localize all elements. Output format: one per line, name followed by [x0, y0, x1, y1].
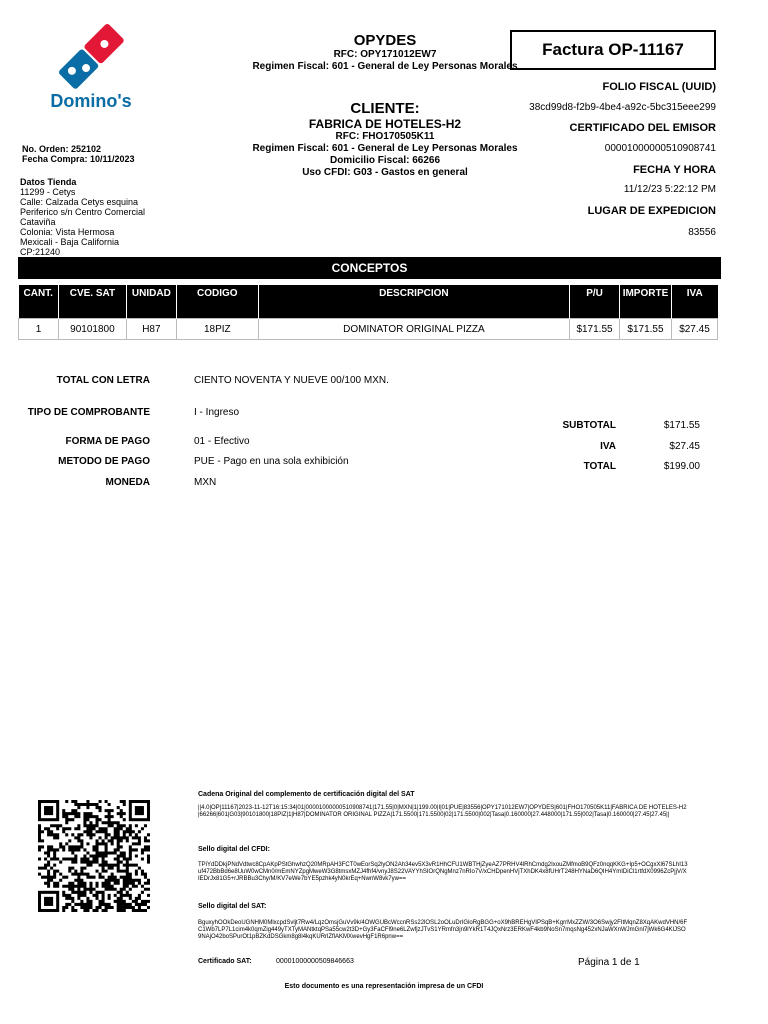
cell-cant: 1 — [19, 319, 59, 340]
order-date: Fecha Compra: 10/11/2023 — [22, 154, 135, 164]
subtotal-label: SUBTOTAL — [562, 420, 616, 431]
company-name: OPYDES — [353, 32, 417, 49]
client-domicilio: Domicilio Fiscal: 66266 — [329, 155, 441, 166]
moneda-label: MONEDA — [105, 477, 150, 488]
col-header: IMPORTE — [620, 285, 672, 319]
fecha-label: FECHA Y HORA — [633, 164, 716, 176]
cell-descripcion: DOMINATOR ORIGINAL PIZZA — [258, 319, 569, 340]
sello-cfdi-value: TPiYdDDkjPNdVdtwc8CpAKpPStGhwhzQ20MRpAH3FCT0wEorSq2lyON2Ah34ev5X3vR1HhCFU1WBTHjZyeAZ7PRHV4lRhCmdg2IxouZMfmoB9QFz0nqqKKG+Ip5+OCgxXl67SLhI13uf472BbBd6e8UuW0wCMn0/mEmNYZpgMweW3G8tmsxMZJ4fhf4/vnyJ8S22VAYYhSIOrQNgMnz7nRIo7V/xCHDpenHVjTXhDK4x8fUHrT248HYNaD6QIH4YmIDiCl1rtfdX0996ZcPjjV/XIEDrJx81G5+rJRBBu3Chy/M/KV7eWe7bYE5pzhk4yN0krEq+NwnW8vk7yw== — [198, 862, 688, 882]
client-rfc: RFC: FHO170505K11 — [335, 131, 435, 142]
cell-importe: $171.55 — [620, 319, 672, 340]
lugar-label: LUGAR DE EXPEDICION — [587, 205, 716, 217]
forma-value: 01 - Efectivo — [194, 436, 250, 447]
store-line: Mexicali - Baja California — [20, 237, 120, 247]
conceptos-title: CONCEPTOS — [18, 257, 721, 279]
cell-unidad: H87 — [126, 319, 176, 340]
table-header-row — [19, 285, 718, 319]
folio-value: 38cd99d8-f2b9-4be4-a92c-5bc315eee299 — [529, 102, 716, 113]
moneda-value: MXN — [194, 477, 217, 488]
cell-cve-sat: 90101800 — [58, 319, 126, 340]
store-info — [20, 177, 145, 257]
store-title: Datos Tienda — [20, 177, 77, 187]
store-line: Cataviña — [20, 217, 56, 227]
cell-pu: $171.55 — [570, 319, 620, 340]
sello-sat-value: BguxyhOOkDeoUGNHM0MlxcpdSvljt7Rw4/LqzOmsjGuVv9k/4OWGUBcWccnRSs22lOSL2oOLuDrIGloRgBGG+oX9hBREHgVIPSqB+KgrrMxZZW/3O6Swjy2FItMqnZ8XqAKwdVHN/6FC1Wb7LP7L1cim4k0qmZig449yTXTyMANtktqPSa55cw2t3D+Gy3FaCFl9ne6LZwfjzJTvS1YRmfn3jn9lYkR1T4JQxNrz3ERKwF4kb9NoSn7mqsNg452xNJaWXnWJmGnl7jWk6G4KlJSO9NAjO42boSPurOt1pBZKdDSGkm8g8l4kqKURrlZflAKMXwevHgF1R6pnw== — [198, 920, 688, 940]
cadena-label: Cadena Original del complemento de certificación digital del SAT — [198, 791, 415, 798]
dominos-logo — [36, 18, 146, 114]
metodo-label: METODO DE PAGO — [58, 456, 150, 467]
invoice-title: Factura OP-11167 — [510, 30, 716, 70]
conceptos-table — [18, 285, 718, 340]
col-header: P/U — [570, 285, 620, 319]
issuer-rfc: RFC: OPY171012EW7 — [333, 49, 437, 60]
store-line: Periferico s/n Centro Comercial — [20, 207, 146, 217]
col-header: DESCRIPCION — [258, 285, 569, 319]
col-header: CVE. SAT — [58, 285, 126, 319]
sello-cfdi-label: Sello digital del CFDI: — [198, 846, 270, 853]
subtotal-value: $171.55 — [663, 420, 700, 431]
store-line: 11299 - Cetys — [20, 187, 76, 197]
store-line: CP:21240 — [20, 247, 61, 257]
cert-sat-label: Certificado SAT: — [198, 958, 252, 965]
tipo-value: I - Ingreso — [194, 407, 240, 418]
qr-code — [38, 800, 150, 912]
col-header: IVA — [671, 285, 717, 319]
table-row — [19, 319, 718, 340]
order-number: No. Orden: 252102 — [22, 144, 102, 154]
client-regimen: Regimen Fiscal: 601 - General de Ley Personas Morales — [252, 143, 518, 154]
total-letra-label: TOTAL CON LETRA — [56, 375, 150, 386]
col-header: CODIGO — [176, 285, 258, 319]
issuer-regimen: Regimen Fiscal: 601 - General de Ley Personas Morales — [252, 61, 518, 72]
metodo-value: PUE - Pago en una sola exhibición — [194, 456, 349, 467]
forma-label: FORMA DE PAGO — [65, 436, 150, 447]
client-name: FABRICA DE HOTELES-H2 — [308, 117, 462, 131]
sello-sat-label: Sello digital del SAT: — [198, 903, 267, 910]
cell-codigo: 18PIZ — [176, 319, 258, 340]
cert-value: 00001000000510908741 — [604, 143, 716, 154]
folio-label: FOLIO FISCAL (UUID) — [602, 81, 716, 93]
col-header: UNIDAD — [126, 285, 176, 319]
iva-value: $27.45 — [669, 441, 700, 452]
total-letra-value: CIENTO NOVENTA Y NUEVE 00/100 MXN. — [194, 375, 389, 386]
cert-sat-value: 00001000000509846663 — [276, 958, 354, 965]
client-uso-cfdi: Uso CFDI: G03 - Gastos en general — [302, 167, 468, 178]
tipo-label: TIPO DE COMPROBANTE — [27, 407, 150, 418]
iva-label: IVA — [600, 441, 616, 452]
svg-text:Domino's: Domino's — [50, 91, 132, 111]
cert-label: CERTIFICADO DEL EMISOR — [569, 122, 716, 134]
disclaimer: Esto documento es una representación impresa de un CFDI — [284, 983, 484, 990]
store-line: Colonia: Vista Hermosa — [20, 227, 115, 237]
cadena-value: ||4.0|OP|11167|2023-11-12T16:15:34|01|00001000000510908741|171.55|0|MXN|1|199.00|I|01|PUE|83556|OPY171012EW7|OPYDES|601|FHO170505K11|FABRICA DE HOTELES-H2|66266|601|G03|90101800|18PIZ|1|H87|DOMINATOR ORIGINAL PIZZA|171.5500|171.5500|02|171.5500|002|Tasa|0.160000|27.448000|171.55|002|Tasa|0.160000|27.45|27.45|| — [198, 805, 687, 818]
total-label: TOTAL — [583, 461, 616, 472]
page-number: Página 1 de 1 — [578, 957, 640, 968]
lugar-value: 83556 — [688, 227, 716, 238]
cell-iva: $27.45 — [671, 319, 717, 340]
store-line: Calle: Calzada Cetys esquina — [20, 197, 139, 207]
total-value: $199.00 — [663, 461, 700, 472]
col-header: CANT. — [19, 285, 59, 319]
fecha-value: 11/12/23 5:22:12 PM — [623, 184, 716, 195]
client-title: CLIENTE: — [350, 100, 420, 117]
